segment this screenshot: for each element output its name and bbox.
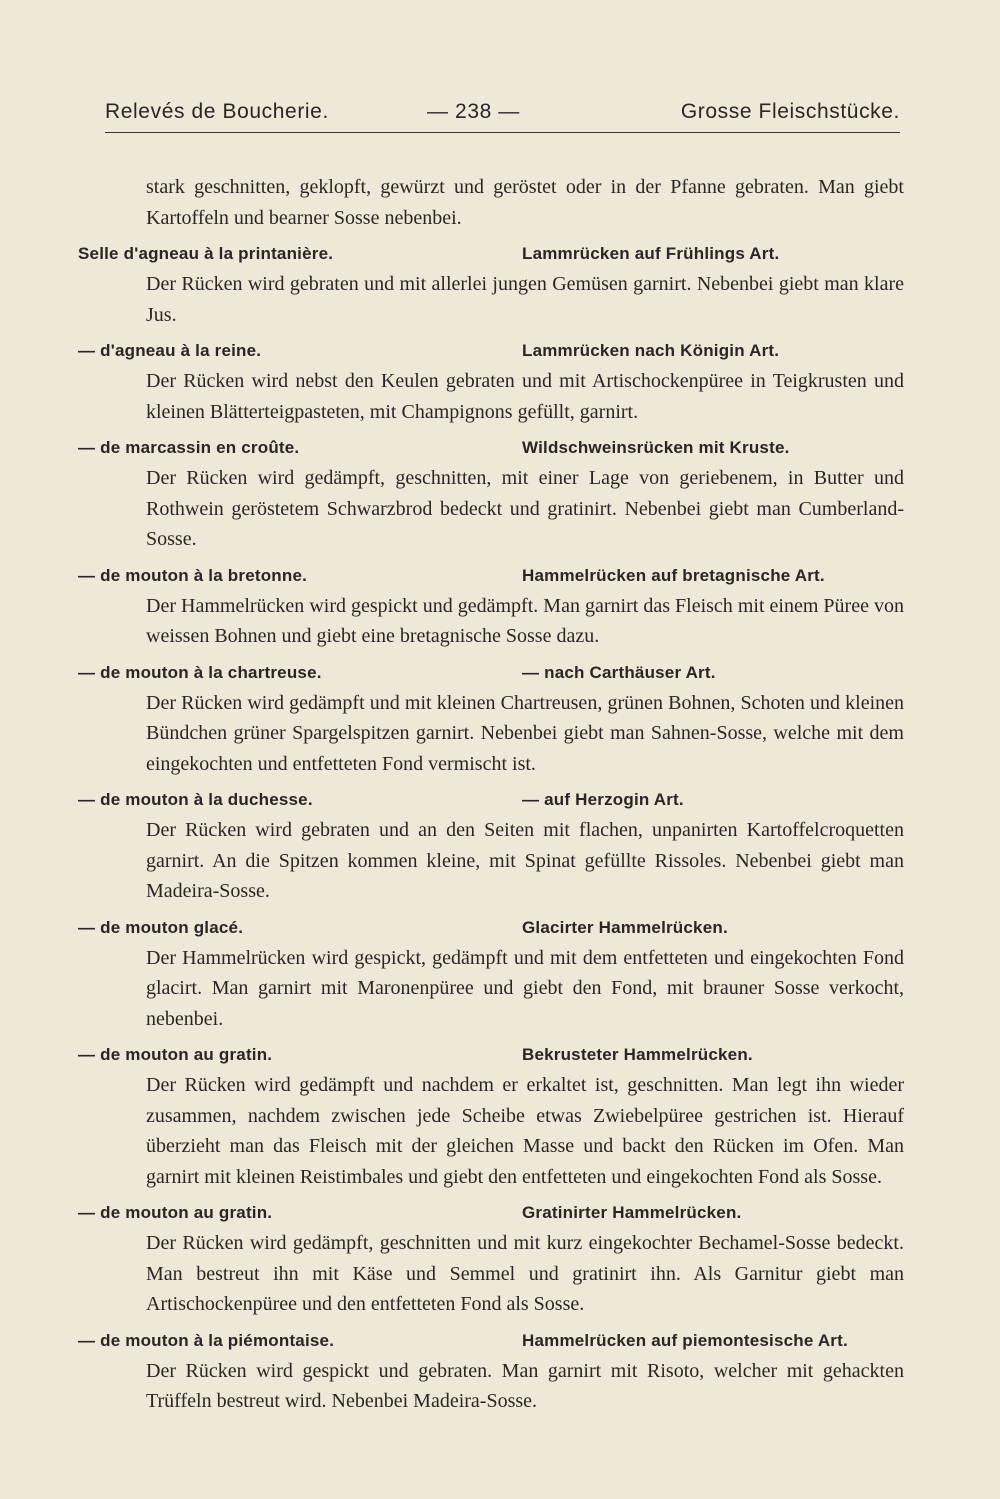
recipe-entry xyxy=(78,913,908,1035)
recipe-title-french: — de mouton à la chartreuse. xyxy=(78,662,322,682)
intro-entry xyxy=(78,172,908,233)
header-section-title: Relevés de Boucherie. xyxy=(105,100,329,123)
recipe-text: Der Rücken wird gebraten und an den Seiten mit flachen, unpanirten Kartoffelcroquetten garnirt. An die Spitzen kommen kleine, mit Spinat gefüllte Rissoles. Nebenbei giebt man Madeira-Sosse. xyxy=(146,819,904,902)
recipe-title xyxy=(78,913,908,943)
recipe-title xyxy=(78,658,908,688)
recipe-title xyxy=(78,433,908,463)
recipe-title-german: — auf Herzogin Art. xyxy=(522,790,684,809)
recipe-title-german: Gratinirter Hammelrücken. xyxy=(522,1203,742,1222)
recipe-title-french: — de mouton glacé. xyxy=(78,917,244,937)
recipe-title-german: Wildschweinsrücken mit Kruste. xyxy=(522,438,790,457)
recipe-text: Der Rücken wird gedämpft, geschnitten und mit kurz eingekochter Bechamel-Sosse bedeckt. Man bestreut ihn mit Käse und Semmel und gratinirt ihn. Als Garnitur giebt man Artischockenpüree und den entfetteten Fond als Sosse. xyxy=(146,1232,904,1315)
recipe-title xyxy=(78,239,908,269)
header-chapter-title: Grosse Fleischstücke. xyxy=(680,100,900,123)
recipe-title-german: Lammrücken nach Königin Art. xyxy=(522,341,780,360)
recipe-title-french: — de mouton au gratin. xyxy=(78,1203,273,1222)
recipe-title xyxy=(78,336,908,366)
recipe-entry xyxy=(78,336,908,427)
recipe-title-german: Bekrusteter Hammelrücken. xyxy=(522,1045,753,1064)
recipe-entry xyxy=(78,1326,908,1417)
recipe-title-german: — nach Carthäuser Art. xyxy=(522,662,716,682)
recipe-title-french: — de mouton au gratin. xyxy=(78,1045,273,1064)
intro-paragraph: stark geschnitten, geklopft, gewürzt und geröstet oder in der Pfanne gebraten. Man giebt Kartoffeln und bearner Sosse nebenbei. xyxy=(146,176,904,229)
recipe-title xyxy=(78,1198,908,1228)
recipe-entry xyxy=(78,433,908,555)
recipe-title-german: Lammrücken auf Frühlings Art. xyxy=(522,244,780,263)
recipe-text: Der Hammelrücken wird gespickt und gedämpft. Man garnirt das Fleisch mit einem Püree von weissen Bohnen und giebt eine bretagnische Sosse dazu. xyxy=(146,594,904,647)
recipe-entry xyxy=(78,561,908,652)
recipe-title-german: Hammelrücken auf piemontesische Art. xyxy=(522,1330,848,1350)
recipe-entry xyxy=(78,785,908,907)
page-number: — 238 — xyxy=(427,100,520,123)
recipe-text: Der Rücken wird gedämpft und mit kleinen Chartreusen, grünen Bohnen, Schoten und kleinen Bündchen grüner Spargelspitzen garnirt. Nebenbei giebt man Sahnen-Sosse, welche mit dem eingekochten und entfetteten Fond vermischt ist. xyxy=(146,691,904,775)
recipe-title xyxy=(78,1040,908,1070)
recipe-entry xyxy=(78,239,908,330)
recipe-title-french: — de mouton à la bretonne. xyxy=(78,565,308,585)
recipe-entry xyxy=(78,1040,908,1192)
recipe-title-german: Glacirter Hammelrücken. xyxy=(522,917,728,937)
recipe-title xyxy=(78,785,908,815)
recipe-text: Der Rücken wird gedämpft, geschnitten, mit einer Lage von geriebenem, in Butter und Rothwein geröstetem Schwarzbrod bedeckt und gratinirt. Nebenbei giebt man Cumberland-Sosse. xyxy=(146,467,904,550)
recipe-entry xyxy=(78,1198,908,1320)
recipe-title-french: Selle d'agneau à la printanière. xyxy=(78,244,334,263)
page-content xyxy=(78,172,908,1423)
running-header xyxy=(105,98,900,133)
recipe-entry xyxy=(78,658,908,780)
recipe-text: Der Rücken wird gespickt und gebraten. Man garnirt mit Risoto, welcher mit gehackten Trüffeln bestreut wird. Nebenbei Madeira-Sosse. xyxy=(146,1359,904,1412)
recipe-title-french: — de mouton à la duchesse. xyxy=(78,790,313,809)
recipe-text: Der Hammelrücken wird gespickt, gedämpft und mit dem entfetteten und eingekochten Fond glacirt. Man garnirt mit Maronenpüree und giebt den Fond, mit brauner Sosse verkocht, nebenbei. xyxy=(146,946,904,1030)
recipe-text: Der Rücken wird nebst den Keulen gebraten und mit Artischockenpüree in Teigkrusten und kleinen Blätterteigpasteten, mit Champignons gefüllt, garnirt. xyxy=(146,370,904,423)
recipe-text: Der Rücken wird gedämpft und nachdem er erkaltet ist, geschnitten. Man legt ihn wieder zusammen, nachdem zwischen jede Scheibe etwas Zwiebelpüree gestrichen ist. Hierauf überzieht man das Fleisch mit der gleichen Masse und backt den Rücken im Ofen. Man garnirt mit kleinen Reistimbales und giebt den entfetteten und eingekochten Fond als Sosse. xyxy=(146,1074,904,1188)
recipe-text: Der Rücken wird gebraten und mit allerlei jungen Gemüsen garnirt. Nebenbei giebt man klare Jus. xyxy=(146,273,904,326)
recipe-title xyxy=(78,1326,908,1356)
recipe-title-french: — de mouton à la piémontaise. xyxy=(78,1330,335,1350)
recipe-title xyxy=(78,561,908,591)
recipe-title-french: — d'agneau à la reine. xyxy=(78,341,262,360)
recipe-title-french: — de marcassin en croûte. xyxy=(78,438,300,457)
recipe-title-german: Hammelrücken auf bretagnische Art. xyxy=(522,565,825,585)
